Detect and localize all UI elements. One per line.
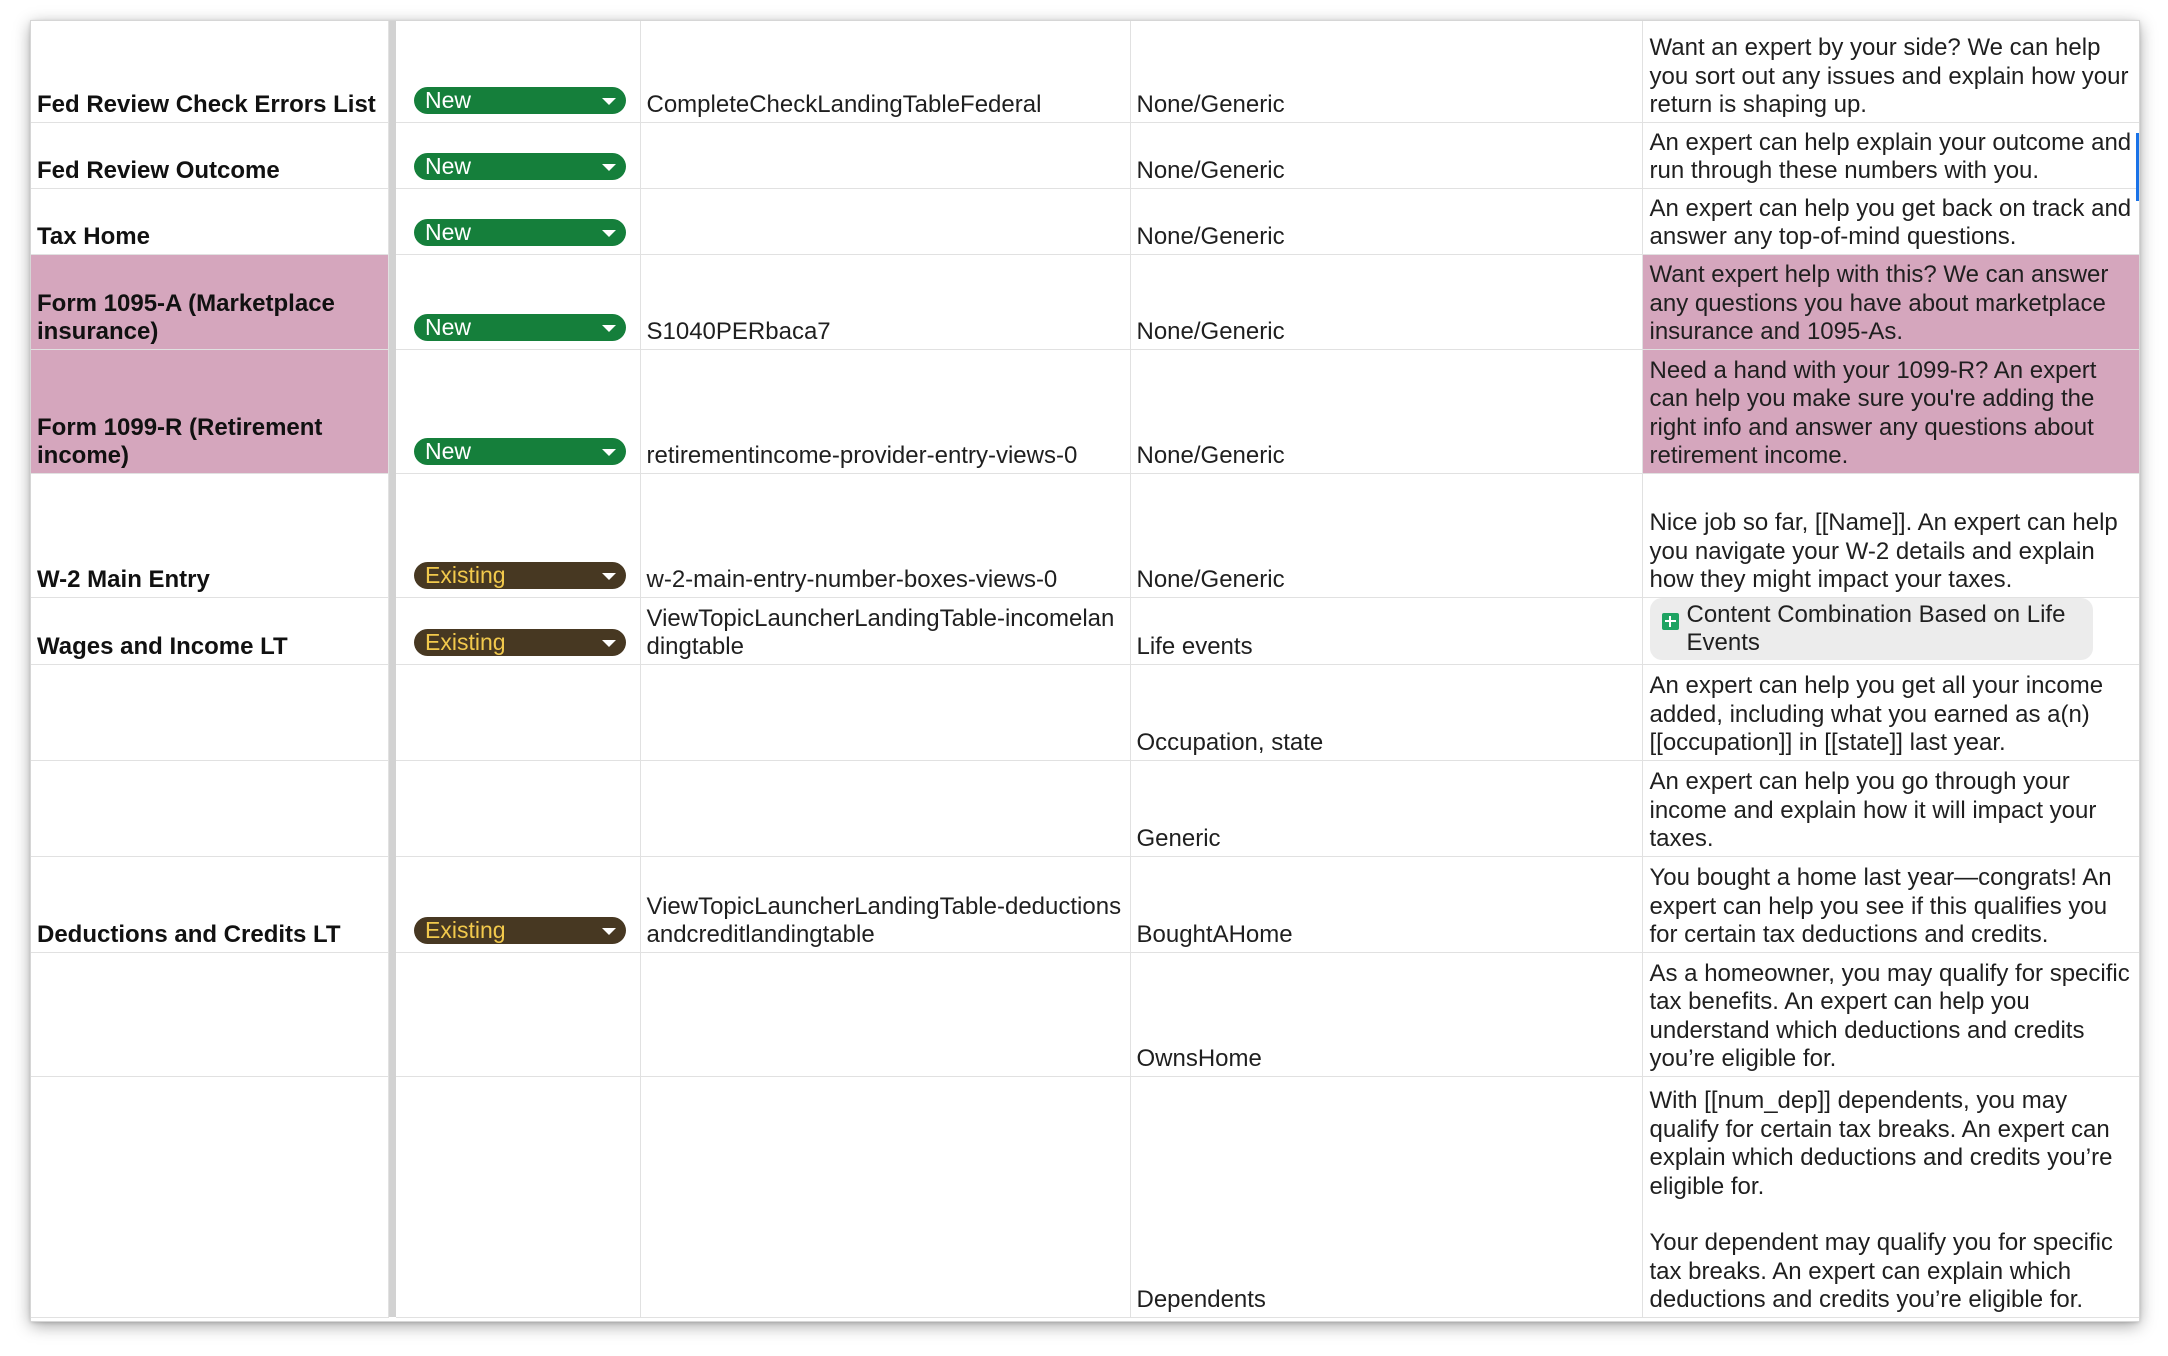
screen-id-cell[interactable] <box>640 1076 1130 1317</box>
table-row <box>31 188 2139 254</box>
frozen-column-divider[interactable] <box>388 188 396 254</box>
screen-id-cell[interactable]: ViewTopicLauncherLandingTable-deductionsandcreditlandingtable <box>640 856 1130 952</box>
frozen-column-divider[interactable] <box>388 122 396 188</box>
status-label: New <box>425 152 472 179</box>
description-text: An expert can help you get all your income added, including what you earned as a(n) [[occupation]] in [[state]] last year. <box>1649 672 2104 756</box>
table-row <box>31 21 2139 122</box>
description-text: An expert can help you get back on track and answer any top-of-mind questions. <box>1649 194 2132 250</box>
segment-cell[interactable]: None/Generic <box>1130 473 1642 597</box>
table-row-highlighted <box>31 349 2139 473</box>
screen-name-cell[interactable]: W-2 Main Entry <box>31 473 388 597</box>
description-text: An expert can help you go through your income and explain how it will impact your taxes. <box>1649 768 2097 852</box>
description-text: An expert can help explain your outcome and run through these numbers with you. <box>1649 128 2132 184</box>
description-cell[interactable] <box>1642 597 2139 664</box>
segment-cell[interactable]: Occupation, state <box>1130 664 1642 760</box>
status-cell[interactable] <box>396 254 640 349</box>
screen-name-cell[interactable] <box>31 952 388 1076</box>
screen-name-cell[interactable]: Tax Home <box>31 188 388 254</box>
screen-id-cell[interactable]: w-2-main-entry-number-boxes-views-0 <box>640 473 1130 597</box>
screen-name-cell[interactable]: Form 1099-R (Retirement income) <box>31 349 388 473</box>
screen-id-cell[interactable]: ViewTopicLauncherLandingTable-incomelandingtable <box>640 597 1130 664</box>
status-label: New <box>425 86 472 113</box>
frozen-column-divider[interactable] <box>388 21 396 122</box>
segment-cell[interactable]: BoughtAHome <box>1130 856 1642 952</box>
description-text: Want an expert by your side? We can help you sort out any issues and explain how your return is shaping up. <box>1649 34 2129 118</box>
table-row <box>31 122 2139 188</box>
smart-chip-label: Content Combination Based on Life Events <box>1686 600 2066 656</box>
screen-name-cell[interactable]: Fed Review Outcome <box>31 122 388 188</box>
frozen-column-divider[interactable] <box>388 597 396 664</box>
description-cell[interactable] <box>1642 349 2139 473</box>
status-label: Existing <box>425 628 506 655</box>
status-cell[interactable] <box>396 349 640 473</box>
segment-cell[interactable]: Life events <box>1130 597 1642 664</box>
status-dropdown-chip[interactable] <box>414 87 626 114</box>
screen-id-cell[interactable]: retirementincome-provider-entry-views-0 <box>640 349 1130 473</box>
dropdown-arrow-icon[interactable] <box>602 164 616 171</box>
table-row <box>31 856 2139 952</box>
segment-cell[interactable]: Generic <box>1130 760 1642 856</box>
spreadsheet-grid <box>31 21 2139 1321</box>
description-cell[interactable] <box>1642 122 2139 188</box>
frozen-column-divider[interactable] <box>388 760 396 856</box>
screen-name-cell[interactable]: Deductions and Credits LT <box>31 856 388 952</box>
dropdown-arrow-icon[interactable] <box>602 640 616 647</box>
spreadsheet-icon <box>1662 613 1679 630</box>
status-cell[interactable] <box>396 664 640 760</box>
screen-id-cell[interactable] <box>640 122 1130 188</box>
status-dropdown-chip[interactable] <box>414 629 626 656</box>
status-cell[interactable] <box>396 760 640 856</box>
status-label: Existing <box>425 916 506 943</box>
status-dropdown-chip[interactable] <box>414 438 626 465</box>
table-row <box>31 664 2139 760</box>
segment-cell[interactable]: None/Generic <box>1130 254 1642 349</box>
file-smart-chip[interactable] <box>1650 598 2093 660</box>
frozen-column-divider[interactable] <box>388 1076 396 1317</box>
status-dropdown-chip[interactable] <box>414 917 626 944</box>
frozen-column-divider[interactable] <box>388 856 396 952</box>
description-text: As a homeowner, you may qualify for specific tax benefits. An expert can help you understand which deductions and credits you’re eligible for. <box>1649 959 2130 1072</box>
screen-id-cell[interactable] <box>640 952 1130 1076</box>
description-cell[interactable] <box>1642 254 2139 349</box>
dropdown-arrow-icon[interactable] <box>602 98 616 105</box>
screen-name-cell[interactable] <box>31 760 388 856</box>
screen-name-cell[interactable] <box>31 1076 388 1317</box>
screen-id-cell[interactable]: CompleteCheckLandingTableFederal <box>640 21 1130 122</box>
status-label: New <box>425 313 472 340</box>
dropdown-arrow-icon[interactable] <box>602 573 616 580</box>
status-label: Existing <box>425 561 506 588</box>
status-cell[interactable] <box>396 1076 640 1317</box>
status-dropdown-chip[interactable] <box>414 153 626 180</box>
screen-name-cell[interactable]: Fed Review Check Errors List <box>31 21 388 122</box>
segment-cell[interactable]: OwnsHome <box>1130 952 1642 1076</box>
description-cell[interactable] <box>1642 952 2139 1076</box>
content-table <box>31 21 2139 1318</box>
description-text: Nice job so far, [[Name]]. An expert can help you navigate your W-2 details and explain how they might impact your taxes. <box>1649 509 2118 593</box>
description-text: Need a hand with your 1099-R? An expert can help you make sure you're adding the right info and answer any questions about retirement income. <box>1649 356 2097 469</box>
description-cell[interactable] <box>1642 760 2139 856</box>
segment-cell[interactable]: None/Generic <box>1130 349 1642 473</box>
status-cell[interactable] <box>396 597 640 664</box>
status-label: New <box>425 218 472 245</box>
table-row <box>31 1076 2139 1317</box>
description-cell[interactable] <box>1642 856 2139 952</box>
frozen-column-divider[interactable] <box>388 349 396 473</box>
status-dropdown-chip[interactable] <box>414 562 626 589</box>
screen-name-cell[interactable] <box>31 664 388 760</box>
screen-id-cell[interactable] <box>640 664 1130 760</box>
dropdown-arrow-icon[interactable] <box>602 928 616 935</box>
description-cell[interactable] <box>1642 188 2139 254</box>
status-cell[interactable] <box>396 856 640 952</box>
table-row <box>31 597 2139 664</box>
description-text: With [[num_dep]] dependents, you may qualify for certain tax breaks. An expert can explain which deductions and credits you’re eligible for. <box>1649 1087 2113 1200</box>
status-dropdown-chip[interactable] <box>414 314 626 341</box>
description-cell[interactable] <box>1642 21 2139 122</box>
description-cell[interactable] <box>1642 664 2139 760</box>
description-cell[interactable] <box>1642 1076 2139 1317</box>
table-row <box>31 952 2139 1076</box>
status-cell[interactable] <box>396 122 640 188</box>
segment-cell[interactable]: None/Generic <box>1130 188 1642 254</box>
segment-cell[interactable]: None/Generic <box>1130 21 1642 122</box>
status-cell[interactable] <box>396 473 640 597</box>
screen-name-cell[interactable]: Form 1095-A (Marketplace insurance) <box>31 254 388 349</box>
status-cell[interactable] <box>396 21 640 122</box>
status-cell[interactable] <box>396 188 640 254</box>
segment-cell[interactable]: Dependents <box>1130 1076 1642 1317</box>
description-text: You bought a home last year—congrats! An expert can help you see if this qualifies you for certain tax deductions and credits. <box>1649 864 2112 948</box>
dropdown-arrow-icon[interactable] <box>602 325 616 332</box>
frozen-column-divider[interactable] <box>388 254 396 349</box>
description-cell[interactable] <box>1642 473 2139 597</box>
table-row-highlighted <box>31 254 2139 349</box>
dropdown-arrow-icon[interactable] <box>602 230 616 237</box>
frozen-column-divider[interactable] <box>388 473 396 597</box>
frozen-column-divider[interactable] <box>388 952 396 1076</box>
frozen-column-divider[interactable] <box>388 664 396 760</box>
description-text: Your dependent may qualify you for specific tax breaks. An expert can explain which deductions and credits you’re eligible for. <box>1649 1229 2113 1313</box>
status-cell[interactable] <box>396 952 640 1076</box>
screen-name-cell[interactable]: Wages and Income LT <box>31 597 388 664</box>
segment-cell[interactable]: None/Generic <box>1130 122 1642 188</box>
status-label: New <box>425 437 472 464</box>
table-row <box>31 760 2139 856</box>
description-text: Want expert help with this? We can answer any questions you have about marketplace insurance and 1095-As. <box>1649 261 2109 345</box>
status-dropdown-chip[interactable] <box>414 219 626 246</box>
table-row <box>31 473 2139 597</box>
dropdown-arrow-icon[interactable] <box>602 449 616 456</box>
screen-id-cell[interactable]: S1040PERbaca7 <box>640 254 1130 349</box>
cell-selection-border <box>2136 133 2139 201</box>
screen-id-cell[interactable] <box>640 760 1130 856</box>
screen-id-cell[interactable] <box>640 188 1130 254</box>
